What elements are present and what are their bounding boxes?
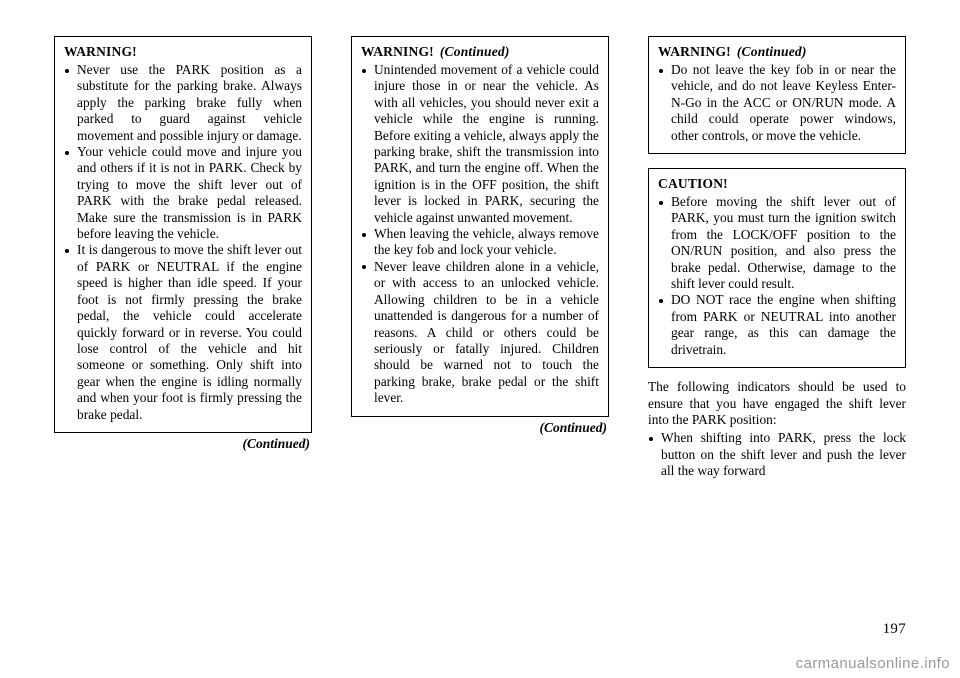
warning-box-2 (351, 36, 609, 417)
list-item: Never use the PARK position as a substitute for the parking brake. Always apply the parking brake fully when parked to guard against vehicle movement and possible injury or damage. (64, 62, 302, 144)
warning-box-3-heading: WARNING! (658, 44, 731, 59)
list-item: When shifting into PARK, press the lock button on the shift lever and push the lever all the way forward (648, 430, 906, 479)
warning-box-3-continued-label: (Continued) (736, 44, 807, 59)
warning-box-2-continued: (Continued) (539, 419, 607, 435)
list-item: Unintended movement of a vehicle could injure those in or near the vehicle. As with all vehicles, you should never exit a vehicle while the engine is running. Before exiting a vehicle, always apply the parking brake, shift the transmission into PARK, and turn the engine off. When the ignition is in the OFF position, the shift lever is locked in PARK, securing the vehicle against unwanted movement. (361, 62, 599, 226)
warning-box-2-list (361, 62, 599, 407)
list-item: Never leave children alone in a vehicle, or with access to an unlocked vehicle. Allowing children to be in a vehicle unattended is dangerous for a number of reasons. A child or others could be seriously or fatally injured. Children should be warned not to touch the parking brake, brake pedal or the shift lever. (361, 259, 599, 407)
list-item: DO NOT race the engine when shifting from PARK or NEUTRAL into another gear range, as this can damage the drivetrain. (658, 292, 896, 358)
caution-box (648, 168, 906, 368)
warning-box-2-heading: WARNING! (361, 44, 434, 59)
column-2 (351, 36, 609, 480)
warning-box-3-list (658, 62, 896, 144)
caution-box-title (658, 176, 896, 192)
list-item: Before moving the shift lever out of PARK, you must turn the ignition switch from the LOCK/OFF position to the ON/RUN position, and also press the brake pedal. Otherwise, damage to the shift lever could result. (658, 194, 896, 292)
warning-box-2-title (361, 44, 599, 60)
warning-box-3-title (658, 44, 896, 60)
body-paragraph: The following indicators should be used to ensure that you have engaged the shift lever into the PARK position: (648, 379, 906, 427)
list-item: Do not leave the key fob in or near the vehicle, and do not leave Keyless Enter-N-Go in the ACC or ON/RUN mode. A child could operate power windows, other controls, or move the vehicle. (658, 62, 896, 144)
warning-box-1 (54, 36, 312, 433)
page-number: 197 (882, 621, 906, 637)
site-watermark: carmanualsonline.info (795, 655, 950, 672)
warning-box-1-continued: (Continued) (242, 435, 310, 451)
body-paragraph-list (648, 430, 906, 479)
list-item: It is dangerous to move the shift lever out of PARK or NEUTRAL if the engine speed is higher than idle speed. If your foot is not firmly pressing the brake pedal, the vehicle could accelerate quickly forward or in reverse. You could lose control of the vehicle and hit someone or something. Only shift into gear when the engine is idling normally and when your foot is firmly pressing the brake pedal. (64, 242, 302, 422)
caution-box-heading: CAUTION! (658, 176, 728, 192)
column-3 (648, 36, 906, 480)
list-item: Your vehicle could move and injure you and others if it is not in PARK. Check by trying to move the shift lever out of PARK with the brake pedal released. Make sure the transmission is in PARK before leaving the vehicle. (64, 144, 302, 242)
warning-box-1-title (64, 44, 302, 60)
list-item: When leaving the vehicle, always remove the key fob and lock your vehicle. (361, 226, 599, 259)
warning-box-2-continued-label: (Continued) (439, 44, 510, 59)
warning-box-1-list (64, 62, 302, 423)
page-columns (54, 36, 906, 480)
caution-box-list (658, 194, 896, 358)
column-1 (54, 36, 312, 480)
warning-box-3 (648, 36, 906, 154)
warning-box-1-heading: WARNING! (64, 44, 137, 59)
